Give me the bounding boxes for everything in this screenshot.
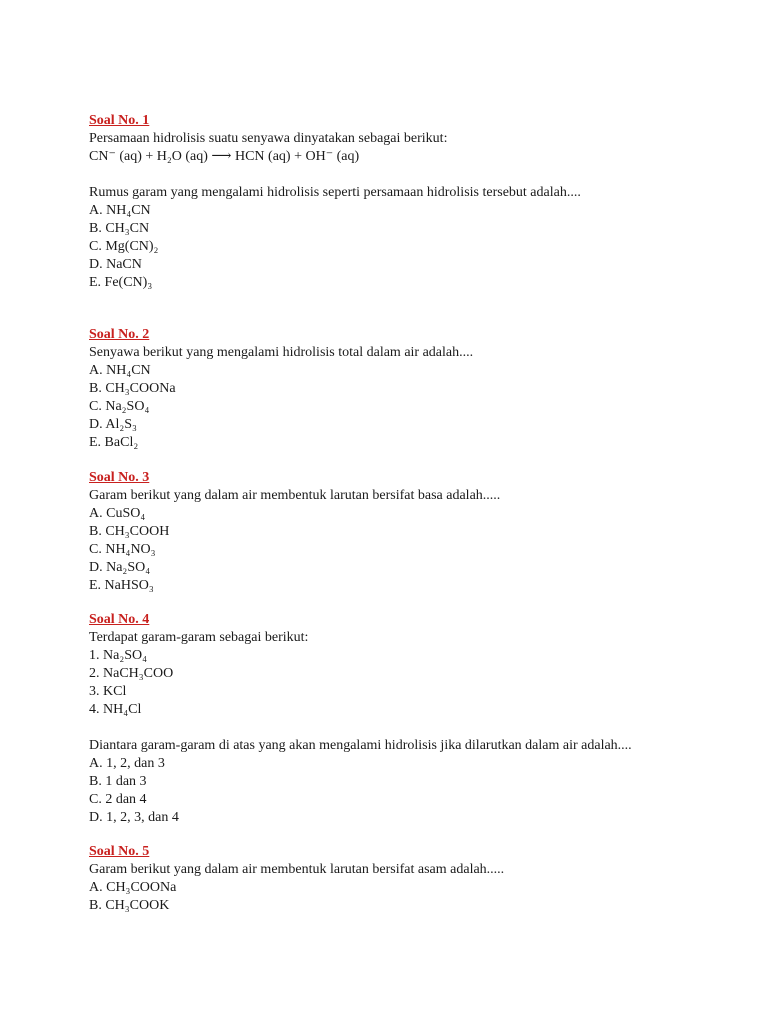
option-b: B. CH₃COONa xyxy=(89,381,176,396)
option-a: A. NH₄CN xyxy=(89,203,151,218)
option-d: D. NaCN xyxy=(89,257,142,272)
question-text: Persamaan hidrolisis suatu senyawa dinyatakan sebagai berikut: xyxy=(89,131,448,146)
list-item-3: 3. KCl xyxy=(89,684,127,699)
option-a: A. NH₄CN xyxy=(89,363,151,378)
question-4 xyxy=(89,611,749,827)
question-text: Garam berikut yang dalam air membentuk larutan bersifat basa adalah..... xyxy=(89,488,501,503)
question-heading: Soal No. 1 xyxy=(89,113,150,128)
list-item-1: 1. Na₂SO₄ xyxy=(89,648,147,663)
question-text: Garam berikut yang dalam air membentuk larutan bersifat asam adalah..... xyxy=(89,862,505,877)
blank-line xyxy=(89,719,749,737)
question-text: Terdapat garam-garam sebagai berikut: xyxy=(89,630,309,645)
option-e: E. NaHSO₃ xyxy=(89,578,154,593)
reaction-equation: CN⁻ (aq) + H₂O (aq) ⟶ HCN (aq) + OH⁻ (aq) xyxy=(89,149,360,164)
option-a: A. CuSO₄ xyxy=(89,506,146,521)
list-item-4: 4. NH₄Cl xyxy=(89,702,142,717)
option-c: C. NH₄NO₃ xyxy=(89,542,156,557)
option-b: B. 1 dan 3 xyxy=(89,774,147,789)
question-heading: Soal No. 4 xyxy=(89,612,150,627)
question-heading: Soal No. 5 xyxy=(89,844,150,859)
option-d: D. Al₂S₃ xyxy=(89,417,137,432)
blank-line xyxy=(89,166,749,184)
question-text: Senyawa berikut yang mengalami hidrolisis total dalam air adalah.... xyxy=(89,345,474,360)
question-2 xyxy=(89,326,749,452)
question-1 xyxy=(89,112,749,292)
question-prompt: Rumus garam yang mengalami hidrolisis seperti persamaan hidrolisis tersebut adalah.... xyxy=(89,185,581,200)
option-b: B. CH₃COOK xyxy=(89,898,170,913)
option-e: E. BaCl₂ xyxy=(89,435,139,450)
question-3 xyxy=(89,469,749,595)
question-prompt: Diantara garam-garam di atas yang akan mengalami hidrolisis jika dilarutkan dalam air adalah.... xyxy=(89,738,632,753)
option-c: C. 2 dan 4 xyxy=(89,792,147,807)
option-b: B. CH₃COOH xyxy=(89,524,170,539)
question-heading: Soal No. 2 xyxy=(89,327,150,342)
option-c: C. Na₂SO₄ xyxy=(89,399,150,414)
option-b: B. CH₃CN xyxy=(89,221,150,236)
question-5 xyxy=(89,843,749,915)
option-a: A. CH₃COONa xyxy=(89,880,177,895)
option-d: D. 1, 2, 3, dan 4 xyxy=(89,810,179,825)
option-c: C. Mg(CN)₂ xyxy=(89,239,159,254)
question-heading: Soal No. 3 xyxy=(89,470,150,485)
list-item-2: 2. NaCH₃COO xyxy=(89,666,174,681)
option-e: E. Fe(CN)₃ xyxy=(89,275,153,290)
option-d: D. Na₂SO₄ xyxy=(89,560,151,575)
option-a: A. 1, 2, dan 3 xyxy=(89,756,165,771)
